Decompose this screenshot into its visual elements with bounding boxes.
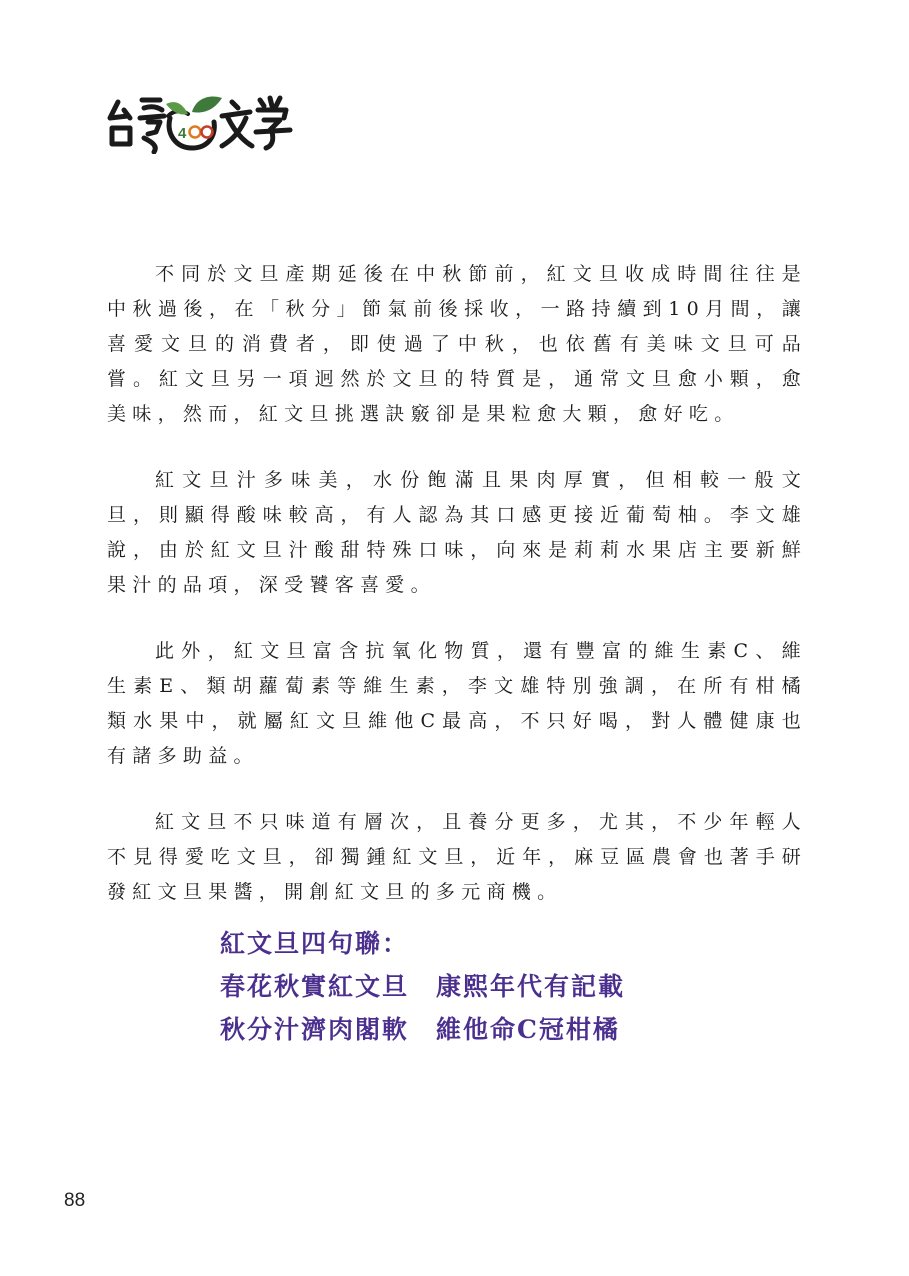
couplet-line: 秋分汁濟肉閣軟 維他命C冠柑橘	[220, 1015, 620, 1044]
book-logo	[104, 88, 294, 154]
page-number: 88	[64, 1190, 86, 1211]
paragraph: 紅文旦汁多味美，水份飽滿且果肉厚實，但相較一般文旦，則顯得酸味較高，有人認為其口感更接近葡萄柚。李文雄說，由於紅文旦汁酸甜特殊口味，向來是莉莉水果店主要新鮮果汁的品項，深受饕客喜愛。	[107, 469, 807, 596]
couplet-line: 春花秋實紅文旦 康熙年代有記載	[220, 972, 626, 1001]
paragraph: 不同於文旦產期延後在中秋節前，紅文旦收成時間往往是中秋過後，在「秋分」節氣前後採收，一路持續到10月間，讓喜愛文旦的消費者，即使過了中秋，也依舊有美味文旦可品嘗。紅文旦另一項迥然於文旦的特質是，通常文旦愈小顆，愈美味，然而，紅文旦挑選訣竅卻是果粒愈大顆，愈好吃。	[107, 263, 807, 425]
logo-number-400: 4	[178, 125, 187, 142]
paragraph: 此外，紅文旦富含抗氧化物質，還有豐富的維生素C、維生素E、類胡蘿蔔素等維生素，李文雄特別強調，在所有柑橘類水果中，就屬紅文旦維他C最高，不只好喝，對人體健康也有諸多助益。	[107, 640, 807, 767]
paragraph: 紅文旦不只味道有層次，且養分更多，尤其，不少年輕人不見得愛吃文旦，卻獨鍾紅文旦，近年，麻豆區農會也著手研發紅文旦果醬，開創紅文旦的多元商機。	[107, 811, 807, 903]
couplet-title: 紅文旦四句聯：	[220, 929, 410, 958]
article-body	[107, 257, 807, 941]
couplet-block	[220, 922, 780, 1051]
taiwan-400-literature-logo	[104, 88, 294, 154]
